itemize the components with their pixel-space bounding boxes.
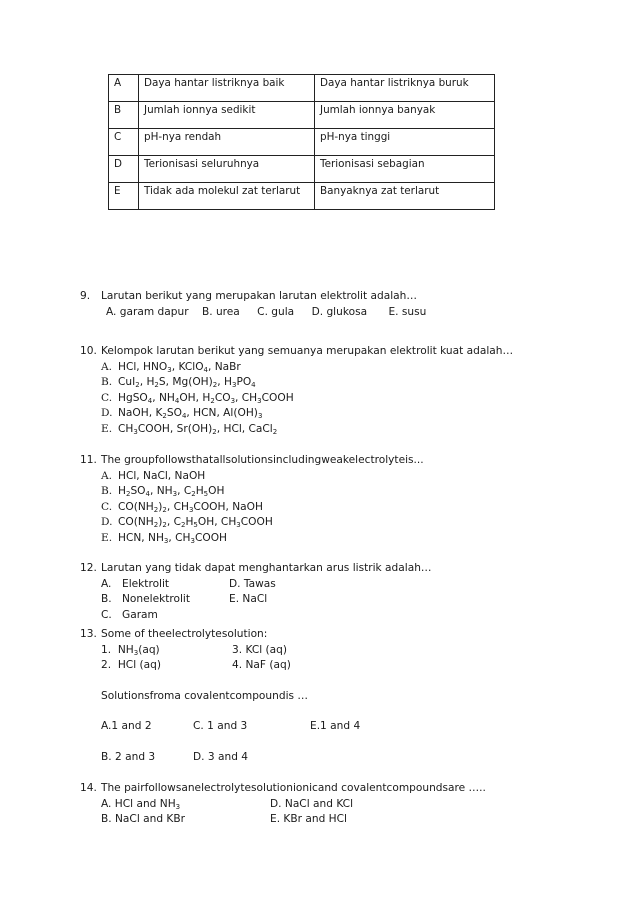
option-c: C. $CO(NH_2)_2$, $CH_3COOH$, NaOH: [101, 500, 263, 514]
question-text: [80, 344, 513, 360]
table-cell: Tidak ada molekul zat terlarut: [139, 183, 315, 210]
option-d: D. NaCl and KCl: [270, 797, 354, 810]
option-d: D. $CO(NH_2)_2$, $C_2H_5OH$, $CH_3COOH$: [101, 516, 273, 530]
option-row: [80, 305, 426, 321]
option-d: D. glukosa: [311, 305, 368, 318]
option-a: A. garam dapur: [106, 305, 189, 318]
table-cell: Jumlah ionnya banyak: [315, 102, 495, 129]
statement-3: 3. KCl (aq): [232, 643, 288, 656]
option-a: A. HCl, NaCl, NaOH: [80, 469, 424, 485]
statement-4: 4. NaF (aq): [232, 659, 291, 672]
option-letter: A.: [101, 469, 113, 482]
question-stem: Kelompok larutan berikut yang semuanya merupakan elektrolit kuat adalah…: [101, 345, 514, 357]
table-cell: pH-nya tinggi: [315, 129, 495, 156]
table-cell: D: [109, 156, 139, 183]
option-row: [80, 608, 432, 624]
question-stem: Some of theelectrolytesolution:: [101, 628, 268, 640]
option-d: D. Tawas: [229, 577, 276, 590]
option-row: [80, 750, 360, 766]
question-stem: The pairfollowsanelectrolytesolutionionicand covalentcompoundsare …..: [101, 782, 486, 794]
table-row: [109, 129, 495, 156]
table-cell: Jumlah ionnya sedikit: [139, 102, 315, 129]
table-cell: Banyaknya zat terlarut: [315, 183, 495, 210]
option-letter: B.: [101, 376, 113, 389]
option-row: [80, 592, 432, 608]
table-row: [109, 102, 495, 129]
option-e: E. HCN, $NH_3$, $CH_3COOH$: [101, 531, 228, 545]
option-a: A. HCl and $NH_3$: [101, 797, 181, 811]
statement-1: 1. $NH_3(aq)$: [101, 643, 160, 657]
question-12: [80, 561, 432, 623]
option-letter: C.: [101, 608, 112, 621]
option-letter: D.: [101, 407, 113, 420]
question-stem: The groupfollowsthatallsolutionsincludingweakelectrolyteis...: [101, 454, 424, 466]
option-e: E. susu: [388, 305, 427, 318]
table-cell: A: [109, 75, 139, 102]
option-row: [80, 797, 486, 813]
question-text: [80, 781, 486, 797]
question-text: [80, 627, 360, 643]
option-letter: B.: [101, 593, 112, 606]
question-number: 12.: [80, 562, 97, 574]
question-number: 11.: [80, 454, 97, 466]
option-b: B. NaCl and KBr: [101, 813, 185, 826]
option-a: A. HCl, $HNO_3$, KClO$_4$, NaBr: [101, 360, 241, 374]
option-row: [80, 577, 432, 593]
option-c: Garam: [122, 608, 158, 621]
table-cell: Daya hantar listriknya baik: [139, 75, 315, 102]
option-b: Nonelektrolit: [122, 593, 191, 606]
option-d: D. 3 and 4: [193, 750, 249, 763]
question-13: [80, 627, 360, 766]
option-b: B. $H_2SO_4$, $NH_3$, $C_2H_5OH$: [101, 485, 225, 499]
option-c: C. 1 and 3: [193, 720, 248, 733]
table-row: [109, 156, 495, 183]
question-text: [80, 561, 432, 577]
option-e: E. $CH_3COOH$, $Sr(OH)_2$, HCl, CaCl$_2$: [101, 422, 278, 436]
option-letter: C.: [101, 391, 113, 404]
table-cell: E: [109, 183, 139, 210]
question-text: [80, 453, 424, 469]
option-e: E. NaCl: [229, 593, 268, 606]
option-letter: A.: [101, 360, 113, 373]
question-prompt: Solutionsfroma covalentcompoundis …: [101, 689, 308, 702]
table-row: [109, 183, 495, 210]
question-stem: Larutan yang tidak dapat menghantarkan arus listrik adalah…: [101, 562, 432, 574]
option-a: Elektrolit: [122, 577, 170, 590]
option-letter: D.: [101, 516, 113, 529]
option-a: A.1 and 2: [101, 720, 152, 733]
option-letter: E.: [101, 422, 113, 435]
question-9: [80, 289, 426, 320]
statement-row: [80, 643, 360, 659]
option-b: B. urea: [201, 305, 240, 318]
table-cell: Terionisasi sebagian: [315, 156, 495, 183]
question-number: 13.: [80, 628, 97, 640]
option-letter: C.: [101, 500, 113, 513]
table-cell: pH-nya rendah: [139, 129, 315, 156]
option-e: E. KBr and HCl: [270, 813, 347, 826]
question-11: [80, 453, 424, 547]
table-cell: B: [109, 102, 139, 129]
question-14: [80, 781, 486, 828]
option-c: C. gula: [257, 305, 295, 318]
table-row: [109, 75, 495, 102]
option-letter: A.: [101, 577, 112, 590]
option-letter: E.: [101, 531, 113, 544]
option-b: B. CuI$_2$, $H_2S$, $Mg(OH)_2$, $H_3PO_4$: [101, 376, 256, 390]
question-number: 9.: [80, 290, 91, 302]
comparison-table: [108, 74, 495, 210]
table-cell: C: [109, 129, 139, 156]
option-row: [80, 719, 360, 735]
option-e: E.1 and 4: [310, 720, 361, 733]
question-number: 10.: [80, 345, 97, 357]
table-cell: Terionisasi seluruhnya: [139, 156, 315, 183]
question-10: [80, 344, 513, 438]
option-b: B. 2 and 3: [101, 750, 156, 763]
option-d: D. NaOH, $K_2SO_4$, HCN, $Al(OH)_3$: [101, 407, 263, 421]
question-number: 14.: [80, 782, 97, 794]
option-c: C. HgSO$_4$, $NH_4OH$, $H_2CO_3$, $CH_3COOH$: [101, 391, 294, 405]
question-stem: Larutan berikut yang merupakan larutan elektrolit adalah…: [101, 290, 417, 302]
statement-2: 2. HCl (aq): [101, 659, 161, 672]
option-row: [80, 812, 486, 828]
statement-row: [80, 658, 360, 674]
table-cell: Daya hantar listriknya buruk: [315, 75, 495, 102]
question-text: [80, 289, 426, 305]
option-letter: B.: [101, 485, 113, 498]
